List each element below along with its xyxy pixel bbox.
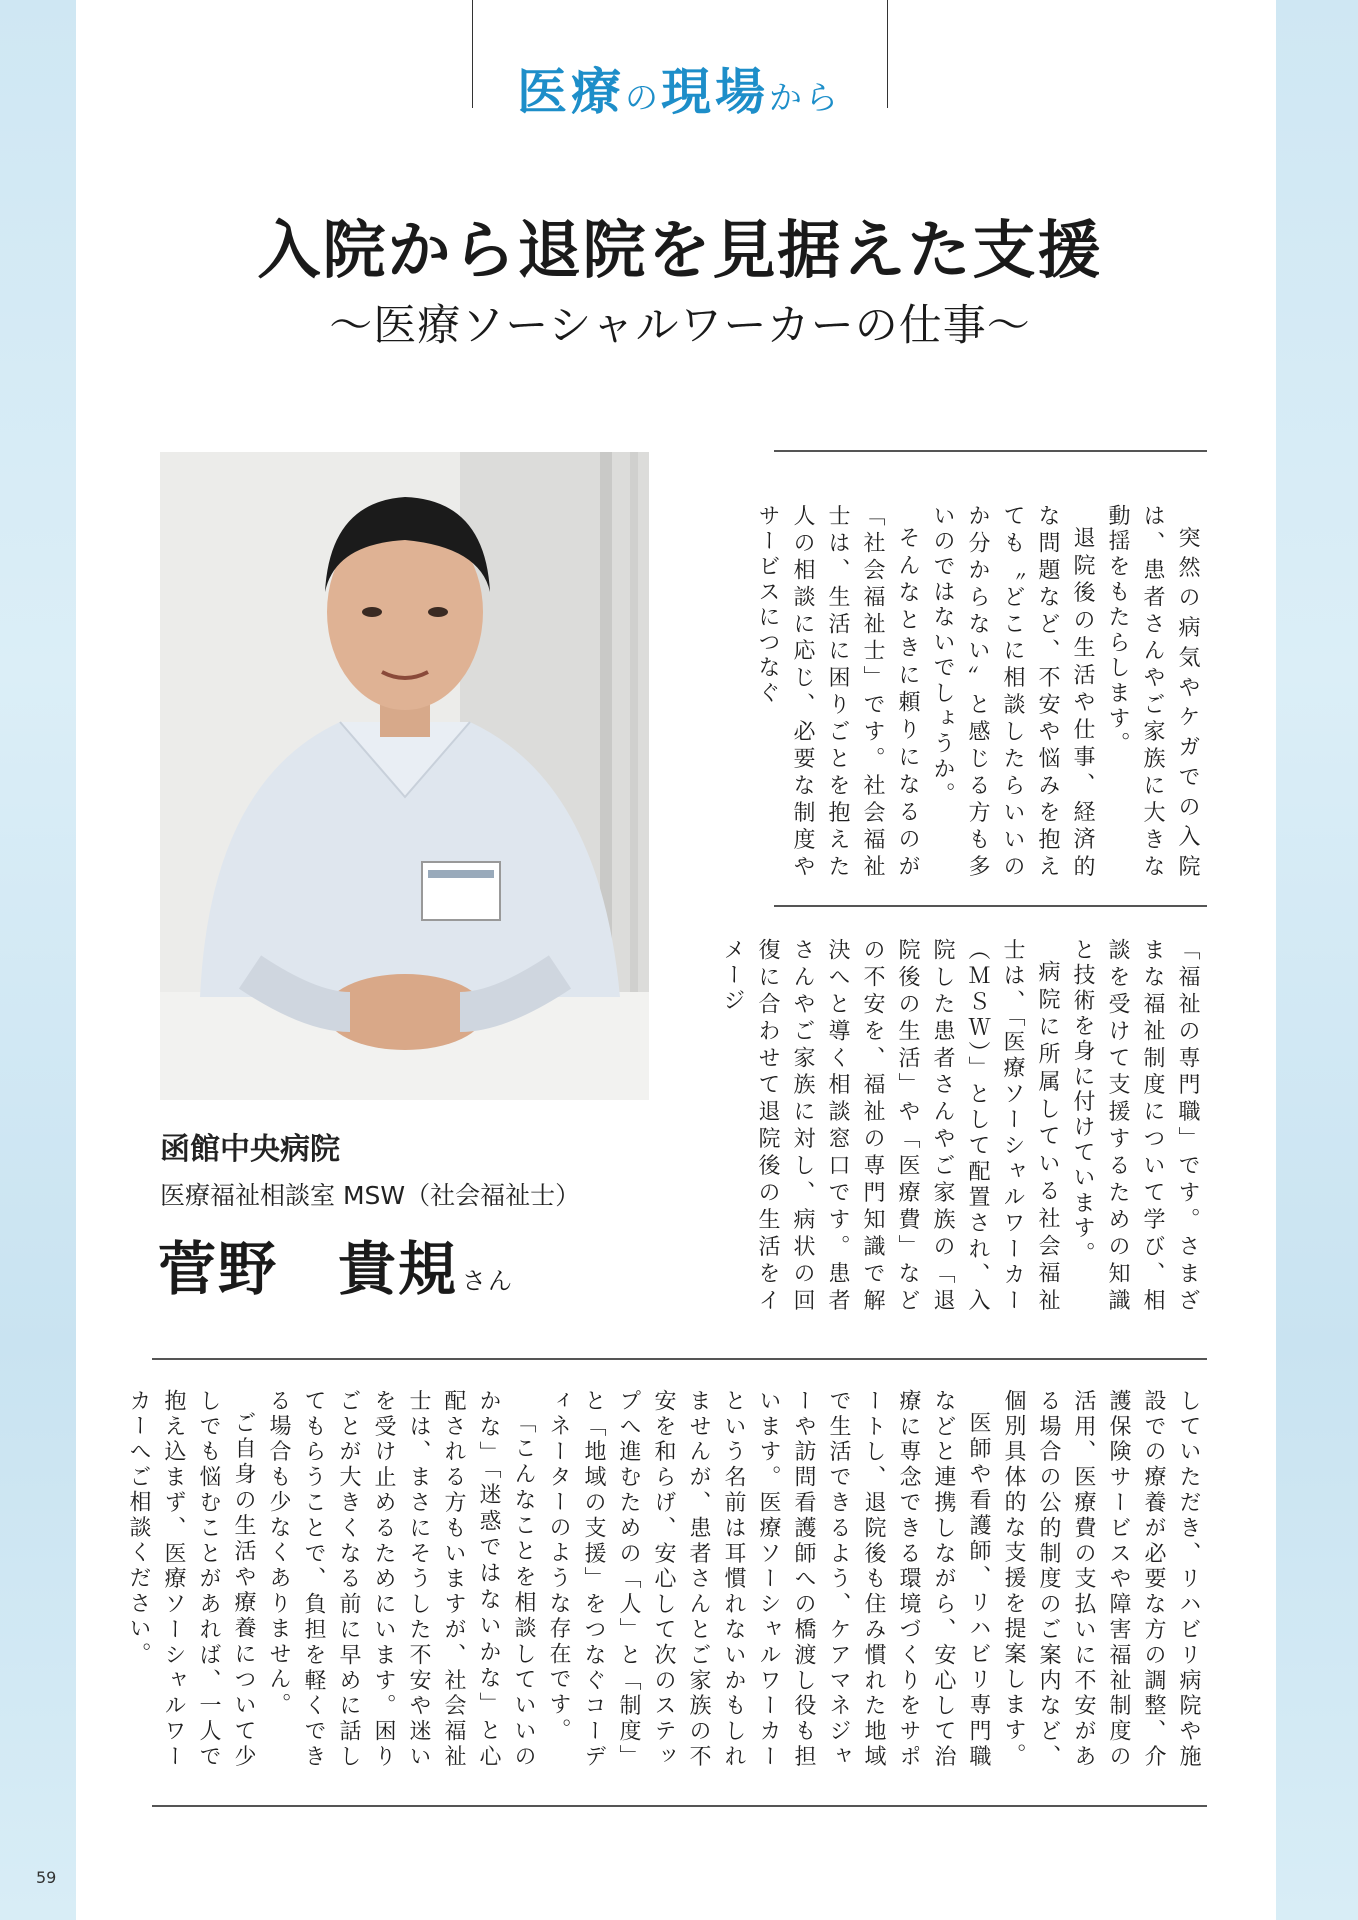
- portrait-illustration: [160, 452, 649, 1100]
- portrait-photo: [160, 452, 649, 1100]
- person-hospital: 函館中央病院: [160, 1132, 340, 1167]
- section-header-part1: 医療: [517, 62, 625, 121]
- block3-paragraph-4: ご自身の生活や療養について少しでも悩むことがあれば、一人で抱え込まず、医療ソーシャルワーカーへご相談ください。: [126, 1389, 256, 1770]
- section-header-part2: の: [625, 78, 661, 117]
- right-decorative-border: [1276, 0, 1358, 1920]
- person-department: 医療福祉相談室 MSW（社会福祉士）: [160, 1181, 581, 1210]
- page-number: 59: [36, 1868, 57, 1887]
- block1-paragraph-2: 退院後の生活や仕事、経済的な問題など、不安や悩みを抱えても〝どこに相談したらいいのか分からない〟と感じる方も多いのではないでしょうか。: [930, 504, 1095, 880]
- block3-paragraph-2: 医師や看護師、リハビリ専門職などと連携しながら、安心して治療に専念できる環境づくりをサポートし、退院後も住み慣れた地域で生活できるよう、ケアマネジャーや訪問看護師への橋渡し役も担います。医療ソーシャルワーカーという名前は耳慣れないかもしれませんが、患者さんとご家族の不安を和らげ、安心して次のステップへ進むための「人」と「制度」と「地域の支援」をつなぐコーディネーターのような存在です。: [546, 1389, 991, 1770]
- rule-top-right: [774, 450, 1207, 452]
- rule-middle-right: [774, 905, 1207, 907]
- article-block-3: [126, 1389, 1206, 1770]
- article-block-1: [755, 504, 1205, 880]
- block2-paragraph-2: 病院に所属している社会福祉士は、「医療ソーシャルワーカー（ＭＳＷ）」として配置され、入院した患者さんやご家族の「退院後の生活」や「医療費」などの不安を、福祉の専門知識で解決へと導く相談窓口です。患者さんやご家族に対し、病状の回復に合わせて退院後の生活をイメージ: [720, 938, 1060, 1314]
- section-header: [472, 52, 886, 124]
- block2-paragraph-1: 「福祉の専門職」です。さまざまな福祉制度について学び、相談を受けて支援するための知識と技術を身に付けています。: [1070, 938, 1200, 1314]
- article-subtitle: 〜医療ソーシャルワーカーの仕事〜: [329, 301, 1031, 351]
- person-name: [158, 1222, 514, 1306]
- person-honorific: さん: [462, 1267, 515, 1295]
- block1-paragraph-3: そんなときに頼りになるのが「社会福祉士」です。社会福祉士は、生活に困りごとを抱えた人の相談に応じ、必要な制度やサービスにつなぐ: [755, 504, 920, 880]
- block3-paragraph-1: していただき、リハビリ病院や施設での療養が必要な方の調整、介護保険サービスや障害福祉制度の活用、医療費の支払いに不安がある場合の公的制度のご案内など、個別具体的な支援を提案します。: [1001, 1389, 1201, 1770]
- section-header-part4: から: [769, 78, 841, 117]
- person-name-text: 菅野 貴規: [158, 1235, 459, 1303]
- rule-lower: [152, 1358, 1207, 1360]
- block3-paragraph-3: 「こんなことを相談していいのかな」「迷惑ではないかな」と心配される方もいますが、社会福祉士は、まさにそうした不安や迷いを受け止めるためにいます。困りごとが大きくなる前に早めに話してもらうことで、負担を軽くできる場合も少なくありません。: [266, 1389, 536, 1770]
- rule-bottom: [152, 1805, 1207, 1807]
- article-title: 入院から退院を見据えた支援: [257, 213, 1103, 287]
- article-block-2: [720, 938, 1205, 1314]
- block1-paragraph-1: 突然の病気やケガでの入院は、患者さんやご家族に大きな動揺をもたらします。: [1105, 504, 1200, 880]
- section-header-part3: 現場: [661, 62, 769, 121]
- left-decorative-border: [0, 0, 76, 1920]
